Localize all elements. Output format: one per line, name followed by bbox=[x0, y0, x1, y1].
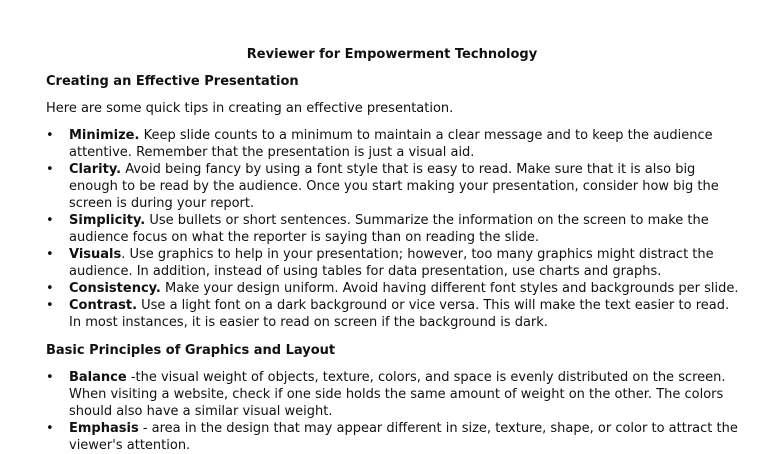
tips-list bbox=[0, 127, 784, 331]
section-intro: Here are some quick tips in creating an effective presentation. bbox=[46, 101, 454, 116]
bullet-icon: • bbox=[46, 370, 54, 385]
term-label: Consistency. bbox=[69, 281, 161, 296]
bullet-icon: • bbox=[46, 298, 54, 313]
item-text: Avoid being fancy by using a font style that is easy to read. Make sure that it is also big enough to be read by the audience. Once you start making your presentation, consider how big the screen is during your report. bbox=[69, 162, 719, 211]
term-label: Clarity. bbox=[69, 162, 122, 177]
term-label: Balance bbox=[69, 370, 127, 385]
list-item bbox=[0, 420, 784, 454]
bullet-icon: • bbox=[46, 128, 54, 143]
list-item bbox=[0, 369, 784, 420]
term-label: Minimize. bbox=[69, 128, 140, 143]
section-heading-presentation: Creating an Effective Presentation bbox=[46, 74, 299, 89]
bullet-icon: • bbox=[46, 421, 54, 436]
document-title: Reviewer for Empowerment Technology bbox=[246, 47, 538, 62]
item-text: -the visual weight of objects, texture, colors, and space is evenly distributed on the screen. When visiting a website, check if one side holds the same amount of weight on the other. The colors should also have a similar visual weight. bbox=[69, 370, 726, 419]
term-label: Emphasis bbox=[69, 421, 139, 436]
item-text: Use a light font on a dark background or vice versa. This will make the text easier to read. In most instances, it is easier to read on screen if the background is dark. bbox=[69, 298, 730, 330]
list-item bbox=[0, 280, 784, 297]
principles-list bbox=[0, 369, 784, 454]
bullet-icon: • bbox=[46, 281, 54, 296]
list-item bbox=[0, 246, 784, 280]
term-label: Contrast. bbox=[69, 298, 138, 313]
term-label: Visuals bbox=[69, 247, 122, 262]
bullet-icon: • bbox=[46, 162, 54, 177]
list-item bbox=[0, 161, 784, 212]
list-item bbox=[0, 212, 784, 246]
item-text: - area in the design that may appear different in size, texture, shape, or color to attract the viewer's attention. bbox=[69, 421, 738, 453]
list-item bbox=[0, 297, 784, 331]
bullet-icon: • bbox=[46, 247, 54, 262]
term-label: Simplicity. bbox=[69, 213, 146, 228]
item-text: Make your design uniform. Avoid having different font styles and backgrounds per slide. bbox=[160, 281, 739, 296]
item-text: . Use graphics to help in your presentation; however, too many graphics might distract the audience. In addition, instead of using tables for data presentation, use charts and graphs. bbox=[69, 247, 714, 279]
item-text: Use bullets or short sentences. Summarize the information on the screen to make the audience focus on what the reporter is saying than on reading the slide. bbox=[69, 213, 709, 245]
list-item bbox=[0, 127, 784, 161]
bullet-icon: • bbox=[46, 213, 54, 228]
section-heading-graphics: Basic Principles of Graphics and Layout bbox=[46, 343, 336, 358]
item-text: Keep slide counts to a minimum to maintain a clear message and to keep the audience attentive. Remember that the presentation is just a visual aid. bbox=[69, 128, 713, 160]
